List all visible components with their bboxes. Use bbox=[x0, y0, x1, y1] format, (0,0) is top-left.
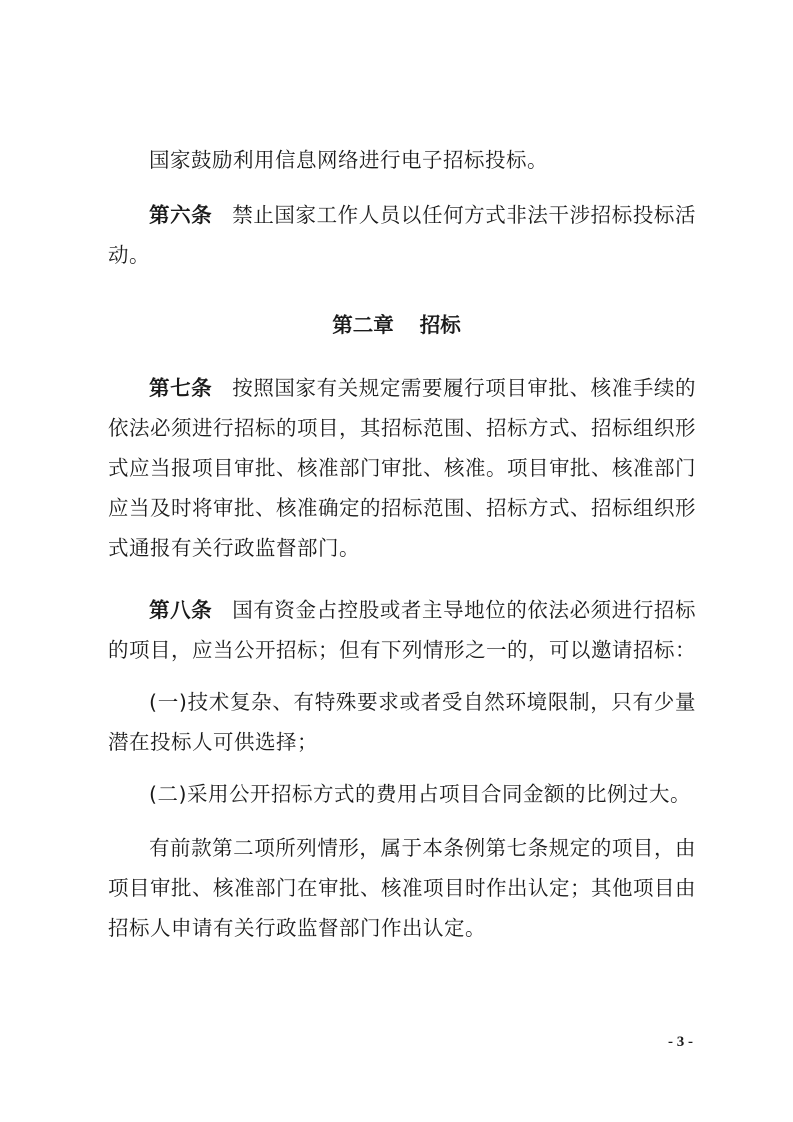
chapter-title: 招标 bbox=[419, 313, 461, 337]
chapter-heading bbox=[0, 305, 793, 345]
article-8-item-2 bbox=[108, 774, 696, 814]
article-8 bbox=[108, 590, 696, 670]
chapter-number: 第二章 bbox=[332, 313, 394, 337]
item-2-text: (二)采用公开招标方式的费用占项目合同金额的比例过大。 bbox=[149, 782, 691, 806]
article-7-text: 按照国家有关规定需要履行项目审批、核准手续的依法必须进行招标的项目，其招标范围、招标方式、招标组织形式应当报项目审批、核准部门审批、核准。项目审批、核准部门应当及时将审批、核准确定的招标范围、招标方式、招标组织形式通报有关行政监督部门。 bbox=[108, 376, 696, 560]
item-1-text: (一)技术复杂、有特殊要求或者受自然环境限制，只有少量潜在投标人可供选择； bbox=[108, 690, 696, 754]
page-number: - 3 - bbox=[668, 1034, 693, 1050]
article-8-item-1 bbox=[108, 682, 696, 762]
article-6 bbox=[108, 195, 696, 275]
article-8-text: 国有资金占控股或者主导地位的依法必须进行招标的项目，应当公开招标；但有下列情形之一的，可以邀请招标： bbox=[108, 598, 696, 662]
article-7 bbox=[108, 368, 696, 568]
article-6-text: 禁止国家工作人员以任何方式非法干涉招标投标活动。 bbox=[108, 203, 696, 267]
article-8-heading: 第八条 bbox=[149, 598, 213, 622]
paragraph-e-bidding bbox=[108, 140, 696, 180]
closing-text: 有前款第二项所列情形，属于本条例第七条规定的项目，由项目审批、核准部门在审批、核准项目时作出认定；其他项目由招标人申请有关行政监督部门作出认定。 bbox=[108, 836, 696, 940]
paragraph-text: 国家鼓励利用信息网络进行电子招标投标。 bbox=[149, 148, 548, 172]
article-7-heading: 第七条 bbox=[149, 376, 213, 400]
article-8-closing bbox=[108, 828, 696, 948]
article-6-heading: 第六条 bbox=[149, 203, 213, 227]
